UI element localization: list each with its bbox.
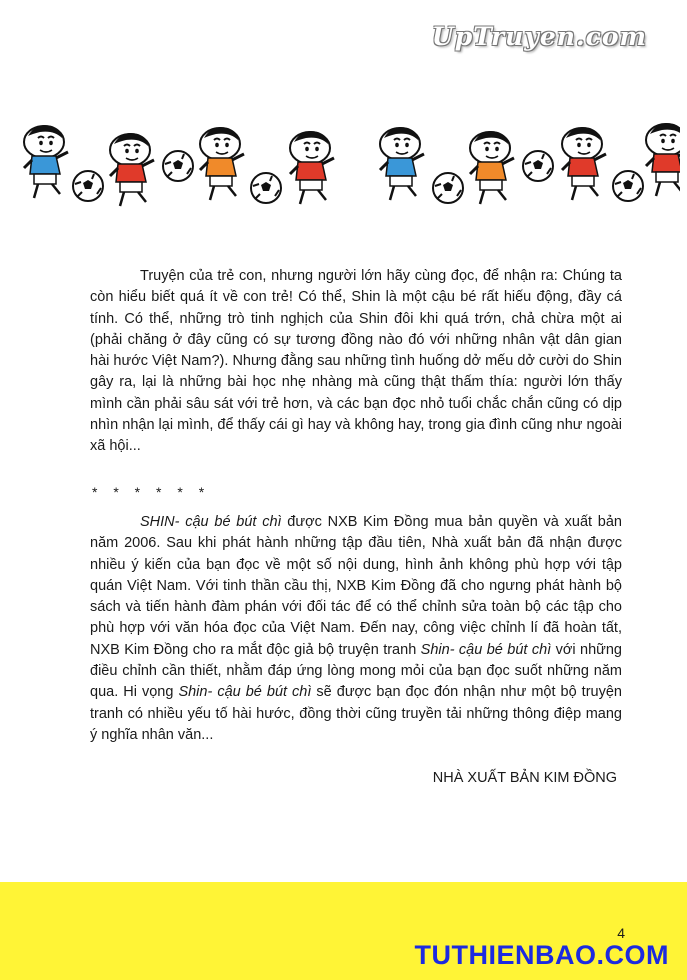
kid-7 xyxy=(562,127,606,200)
ball-2 xyxy=(163,151,193,181)
series-title: SHIN- cậu bé bút chì xyxy=(140,514,282,530)
tuthienbao-watermark: TUTHIENBAO.COM xyxy=(414,940,669,970)
publisher-signature: NHÀ XUẤT BẢN KIM ĐỒNG xyxy=(432,770,617,786)
ball-5 xyxy=(523,151,553,181)
kid-4 xyxy=(290,131,334,204)
shin-football-banner xyxy=(12,110,680,220)
ball-1 xyxy=(73,171,103,201)
ball-6 xyxy=(613,171,643,201)
kid-6 xyxy=(470,131,514,204)
publisher-paragraph: SHIN- cậu bé bút chì được NXB Kim Đồng mua bản quyền và xuất bản năm 2006. Sau khi phát hành những tập đầu tiên, Nhà xuất bản đã nhận được nhiều ý kiến của bạn đọc về một số nội dung, hình ảnh không phù hợp với tập quán Việt Nam. Với tinh thần cầu thị, NXB Kim Đồng đã cho ngưng phát hành bộ sách và tiến hành đàm phán với đối tác để có thể chỉnh sửa toàn bộ các tập cho phù hợp với văn hóa đọc của Việt Nam. Đến nay, công việc chỉnh lí đã hoàn tất, NXB Kim Đồng cho ra mắt độc giả bộ truyện tranh Shin- cậu bé bút chì với những điều chỉnh cần thiết, nhằm đáp ứng lòng mong mỏi của bạn đọc suốt những năm qua. Hi vọng Shin- cậu bé bút chì sẽ được bạn đọc đón nhận như một bộ truyện tranh có nhiều yếu tố hài hước, đồng thời cũng truyền tải những thông điệp mang ý nghĩa nhân văn... xyxy=(90,514,622,743)
kid-1 xyxy=(24,125,68,198)
kid-5 xyxy=(380,127,424,200)
series-title: Shin- cậu bé bút chì xyxy=(420,641,552,658)
kid-8 xyxy=(646,123,680,196)
ball-4 xyxy=(433,173,463,203)
kid-2 xyxy=(110,133,154,206)
kid-3 xyxy=(200,127,244,200)
section-separator: * * * * * * xyxy=(92,484,211,500)
uptruyen-watermark: UpTruyen.com xyxy=(431,22,647,51)
page-number: 4 xyxy=(617,925,625,941)
ball-3 xyxy=(251,173,281,203)
series-title: Shin- cậu bé bút chì xyxy=(178,684,312,701)
intro-paragraph: Truyện của trẻ con, nhưng người lớn hãy cùng đọc, để nhận ra: Chúng ta còn hiểu biết quá ít về con trẻ! Có thể, Shin là một cậu bé rất hiếu động, đầy cá tính. Có thể, những trò tinh nghịch của Shin đôi khi quá trớn, chả chừa một ai (phải chăng ở đây cũng có sự tương đồng nào đó với những nhân vật dân gian hài hước Việt Nam?). Nhưng đằng sau những tình huống dở mếu dở cười do Shin gây ra, lại là những bài học nhẹ nhàng mà cũng thật thấm thía: người lớn thấy mình cần phải sâu sát với trẻ hơn, và các bạn đọc nhỏ tuổi chắc chắn cũng có dịp nhìn nhận lại mình, để thấy cái gì hay và không hay, trong gia đình cũng như ngoài xã hội... xyxy=(90,268,622,455)
